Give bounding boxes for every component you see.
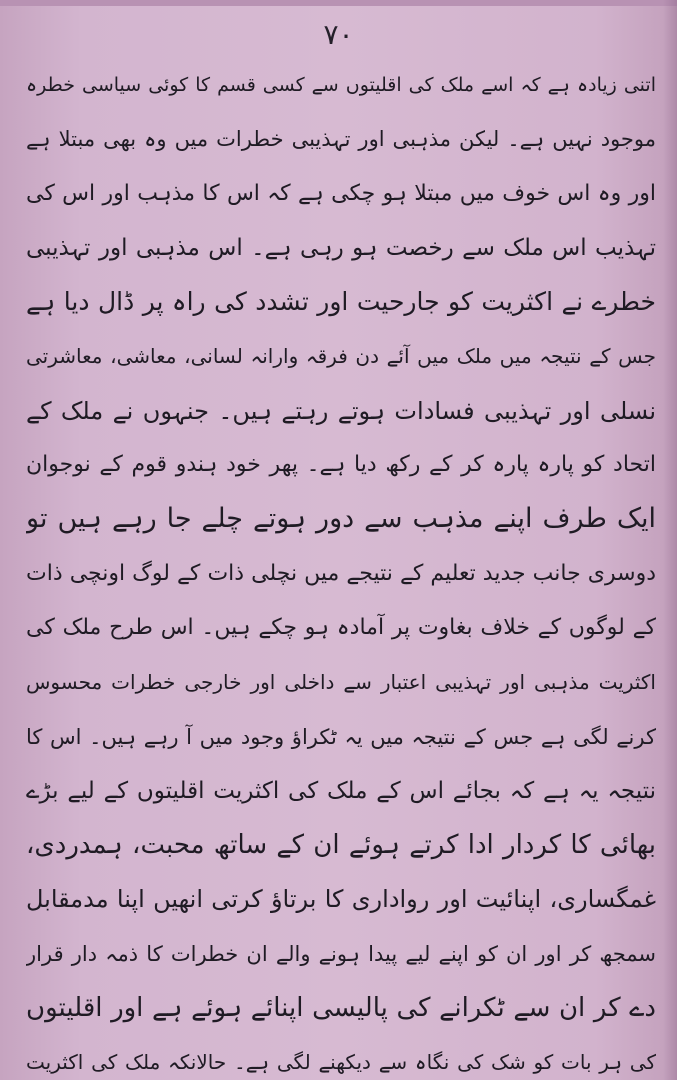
text-line: جس کے نتیجہ میں ملک میں آئے دن فرقہ وارانہ لسانی، معاشی، معاشرتی	[26, 344, 656, 369]
text-line: بھائی کا کردار ادا کرتے ہوئے ان کے ساتھ محبت، ہمدردی،	[26, 830, 656, 861]
text-line: سمجھ کر اور ان کو اپنے لیے پیدا ہونے والے ان خطرات کا ذمہ دار قرار	[26, 941, 656, 966]
text-line: اکثریت مذہبی اور تہذیبی اعتبار سے داخلی اور خارجی خطرات محسوس	[26, 670, 656, 695]
text-line: موجود نہیں ہے۔ لیکن مذہبی اور تہذیبی خطرات میں وہ بھی مبتلا ہے	[26, 127, 656, 152]
page-number: ۷۰	[323, 18, 354, 51]
text-line: تہذیب اس ملک سے رخصت ہو رہی ہے۔ اس مذہبی اور تہذیبی	[26, 234, 656, 261]
text-line: اور وہ اس خوف میں مبتلا ہو چکی ہے کہ اس کا مذہب اور اس کی	[26, 180, 656, 206]
text-line: دے کر ان سے ٹکرانے کی پالیسی اپنائے ہوئے ہے اور اقلیتوں	[26, 993, 656, 1024]
text-line: اتنی زیادہ ہے کہ اسے ملک کی اقلیتوں سے کسی قسم کا کوئی سیاسی خطرہ	[26, 74, 656, 96]
text-line: کرنے لگی ہے جس کے نتیجہ میں یہ ٹکراؤ وجود میں آ رہے ہیں۔ اس کا	[26, 724, 656, 749]
text-line: نتیجہ یہ ہے کہ بجائے اس کے ملک کی اکثریت اقلیتوں کے لیے بڑے	[26, 777, 656, 804]
page-top-edge	[0, 0, 677, 6]
text-line: اتحاد کو پارہ پارہ کر کے رکھ دیا ہے۔ پھر خود ہندو قوم کے نوجوان	[26, 452, 656, 478]
page-edge-shadow	[663, 0, 677, 1080]
body-text	[26, 58, 656, 1080]
text-line: کی ہر بات کو شک کی نگاہ سے دیکھنے لگی ہے۔ حالانکہ ملک کی اکثریت	[26, 1050, 656, 1075]
text-line: غمگساری، اپنائیت اور رواداری کا برتاؤ کرتی انھیں اپنا مدمقابل	[26, 885, 656, 914]
text-line: ایک طرف اپنے مذہب سے دور ہوتے چلے جا رہے ہیں تو	[26, 503, 656, 535]
text-line: کے لوگوں کے خلاف بغاوت پر آمادہ ہو چکے ہیں۔ اس طرح ملک کی	[26, 614, 656, 640]
text-line: دوسری جانب جدید تعلیم کے نتیجے میں نچلی ذات کے لوگ اونچی ذات	[26, 560, 656, 586]
text-line: خطرے نے اکثریت کو جارحیت اور تشدد کی راہ پر ڈال دیا ہے	[26, 287, 656, 317]
text-line: نسلی اور تہذیبی فسادات ہوتے رہتے ہیں۔ جنہوں نے ملک کے	[26, 396, 656, 425]
